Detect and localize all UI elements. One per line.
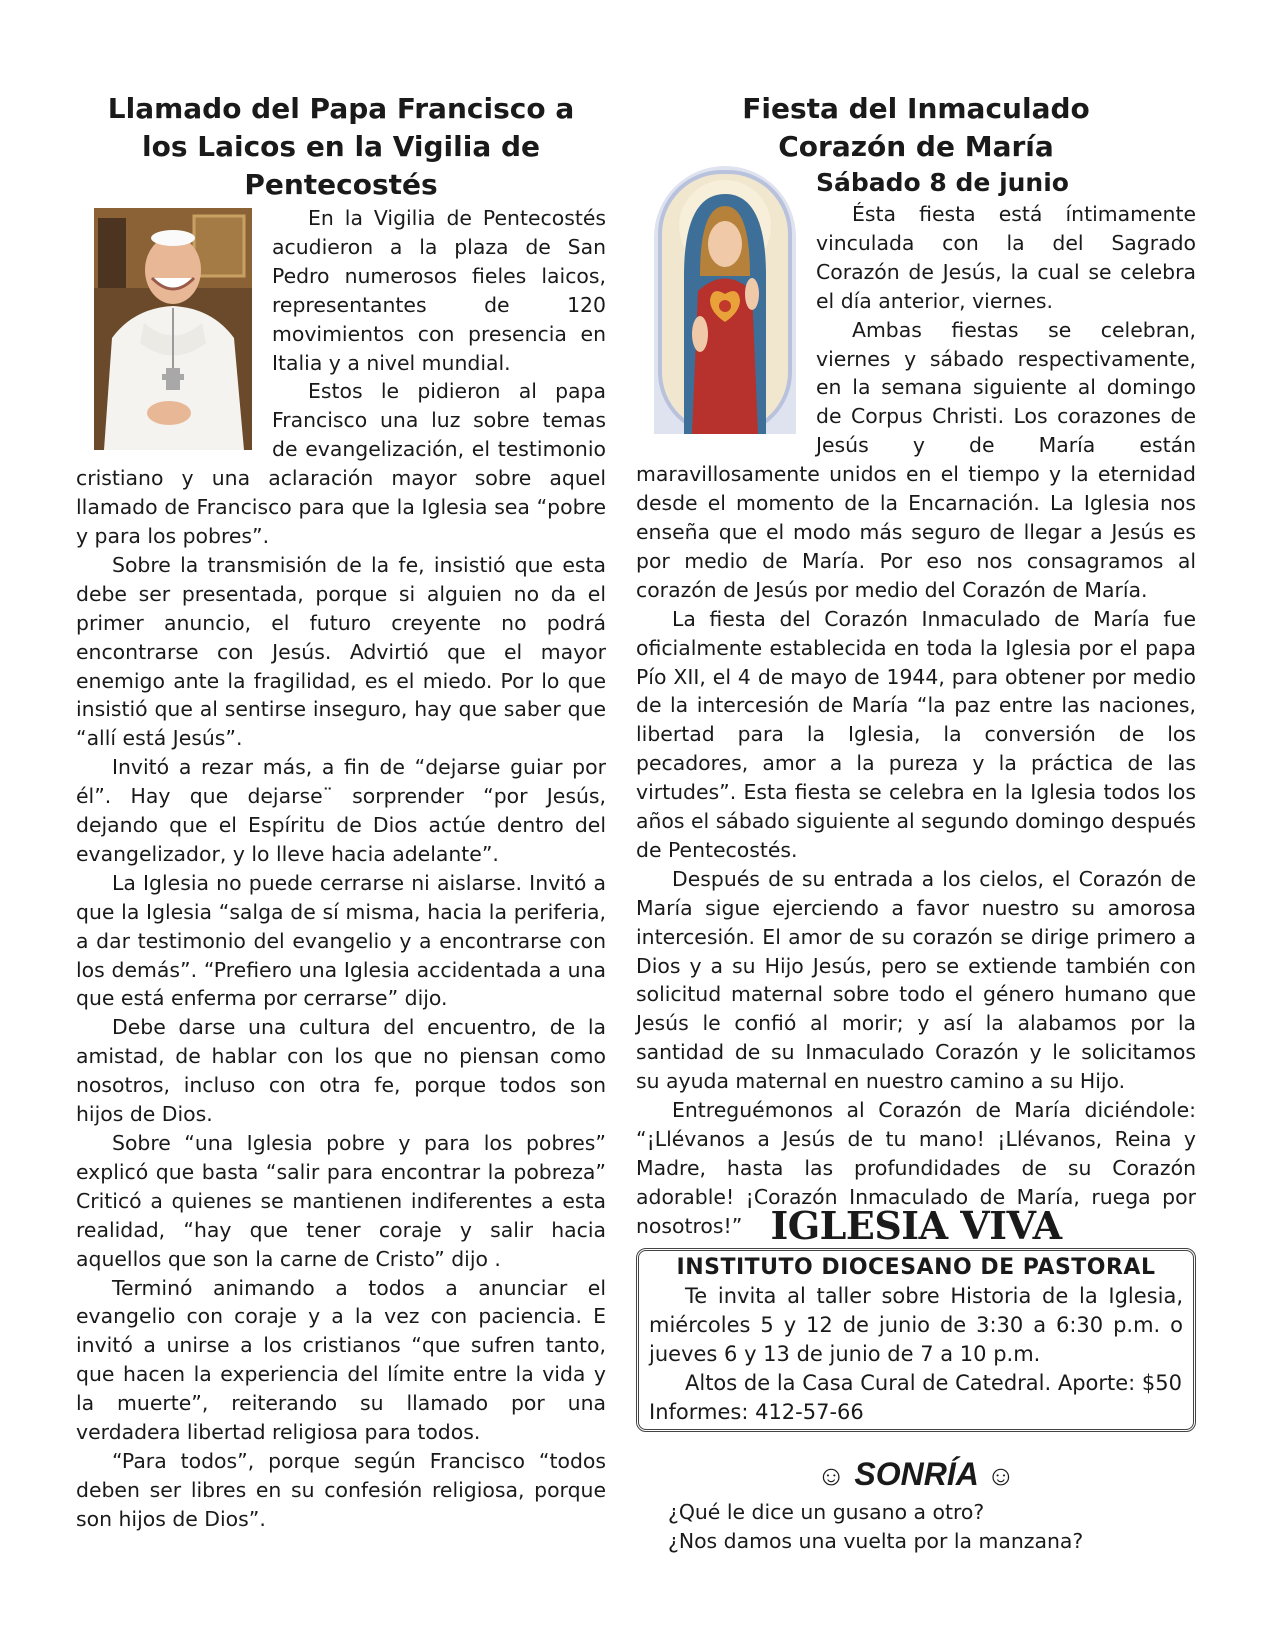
paragraph: Sobre la transmisión de la fe, insistió que esta debe ser presentada, porque si alguien no da el primer anuncio, el futuro creyente no podrá encontrarse con Jesús. Advirtió que el mayor enemigo ante la fragilidad, es el miedo. Por lo que insistió que al sentirse inseguro, hay que saber que “allí está Jesús”. (76, 552, 606, 751)
notice-phone: Informes: 412-57-66 (649, 1400, 864, 1424)
notice-box (636, 1248, 1196, 1432)
paragraph: Ésta fiesta está íntimamente vinculada con la del Sagrado Corazón de Jesús, la cual se celebra el día anterior, viernes. (816, 202, 1196, 313)
paragraph: “Para todos”, porque según Francisco “todos deben ser libres en su confesión religiosa, porque son hijos de Dios”. (76, 1448, 606, 1531)
paragraph: Después de su entrada a los cielos, el Corazón de María sigue ejerciendo a favor nuestro su amorosa intercesión. El amor de su corazón se dirige primero a Dios y a su Hijo Jesús, pero se extiende también con solicitud maternal sobre todo el género humano que Jesús le confió al morir; y así la alabamos por la santidad de su Inmaculado Corazón y le solicitamos su ayuda maternal en nuestro camino a su Hijo. (636, 866, 1196, 1094)
institute-title: INSTITUTO DIOCESANO DE PASTORAL (676, 1255, 1156, 1280)
joke-answer: ¿Nos damos una vuelta por la manzana? (668, 1528, 1084, 1553)
paragraph: Sobre “una Iglesia pobre y para los pobres” explicó que basta “salir para encontrar la pobreza” Criticó a quienes se mantienen indiferentes a esta realidad, “hay que tener coraje y salir hacia aquellos que son la carne de Cristo” dijo . (76, 1131, 606, 1271)
notice-location: Altos de la Casa Cural de Catedral. Aporte: $50 (685, 1371, 1182, 1395)
paragraph: Debe darse una cultura del encuentro, de la amistad, de hablar con los que no piensan como nosotros, incluso con otra fe, porque todos son hijos de Dios. (76, 1015, 606, 1127)
paragraph: Entreguémonos al Corazón de María diciéndole: “¡Llévanos a Jesús de tu mano! ¡Llévanos, Reina y Madre, hasta las profundidades de su Corazón adorable! ¡Corazón Inmaculado de María, ruega por nosotros!” (636, 1098, 1196, 1238)
article-title: Fiesta del Inmaculado Corazón de María (742, 92, 1090, 163)
iglesia-viva-heading: IGLESIA VIVA (770, 1203, 1062, 1248)
paragraph: Terminó animando a todos a anunciar el evangelio con coraje y a la vez con paciencia. E invitó a unirse a los cristianos “que sufren tanto, que hacen la experiencia del límite entre la vida y la muerte”, reiterando su llamado por una verdadera libertad religiosa para todos. (76, 1275, 606, 1445)
pope-francis-photo (94, 208, 252, 450)
iglesia-viva-notice (636, 1203, 1196, 1432)
article-title: Llamado del Papa Francisco a los Laicos en la Vigilia de Pentecostés (107, 92, 575, 201)
article-papa-francisco (76, 90, 606, 1534)
paragraph: Invitó a rezar más, a fin de “dejarse guiar por él”. Hay que dejarse¨ sorprender “por Jesús, dejando que el Espíritu de Dios actúe dentro del evangelizador, y lo lleve hacia adelante”. (76, 755, 606, 866)
joke-question: ¿Qué le dice un gusano a otro? (668, 1500, 985, 1524)
paragraph: Ambas fiestas se celebran, viernes y sábado respectivamente, en la semana siguiente al domingo de Corpus Christi. Los corazones de Jesús y de María están maravillosamente unidos en el tiempo y la eternidad desde el momento de la Encarnación. La Iglesia nos enseña que el modo más seguro de llegar a Jesús es por medio de María. Por eso nos consagramos al corazón de Jesús por medio del Corazón de María. (636, 317, 1196, 602)
article-inmaculado-corazon (636, 90, 1196, 1241)
notice-text: Te invita al taller sobre Historia de la Iglesia, miércoles 5 y 12 de junio de 3:30 a 6:30 p.m. o jueves 6 y 13 de junio de 7 a 10 p.m. (649, 1284, 1183, 1366)
sonria-title: SONRÍA (854, 1456, 978, 1492)
paragraph: Estos le pidieron al papa Francisco una luz sobre temas de evangelización, el testimonio cristiano y una aclaración mayor sobre aquel llamado de Francisco para que la Iglesia sea “pobre y para los pobres”. (76, 379, 606, 548)
smiley-icon: ☺ (986, 1460, 1016, 1491)
smiley-icon: ☺ (816, 1460, 846, 1491)
paragraph: La fiesta del Corazón Inmaculado de María fue oficialmente establecida en toda la Iglesia por el papa Pío XII, el 4 de mayo de 1944, para obtener por medio de la intercesión de María “la paz entre las naciones, libertad para la Iglesia, la conversión de los pecadores, amor a la pureza y la práctica de las virtudes”. Esta fiesta se celebra en la Iglesia todos los años el sábado siguiente al segundo domingo después de Pentecostés. (636, 606, 1196, 862)
immaculate-heart-image (654, 166, 796, 434)
event-date: Sábado 8 de junio (816, 168, 1069, 197)
paragraph: En la Vigilia de Pentecostés acudieron a la plaza de San Pedro numerosos fieles laicos, representantes de 120 movimientos con presencia en Italia y a nivel mundial. (272, 206, 606, 375)
sonria-section (636, 1452, 1196, 1556)
sonria-heading (636, 1452, 1196, 1498)
paragraph: La Iglesia no puede cerrarse ni aislarse. Invitó a que la Iglesia “salga de sí misma, hacia la periferia, a dar testimonio del evangelio y a encontrarse con los demás”. “Prefiero una Iglesia accidentada a una que está enferma por cerrarse” dijo. (76, 870, 606, 1011)
